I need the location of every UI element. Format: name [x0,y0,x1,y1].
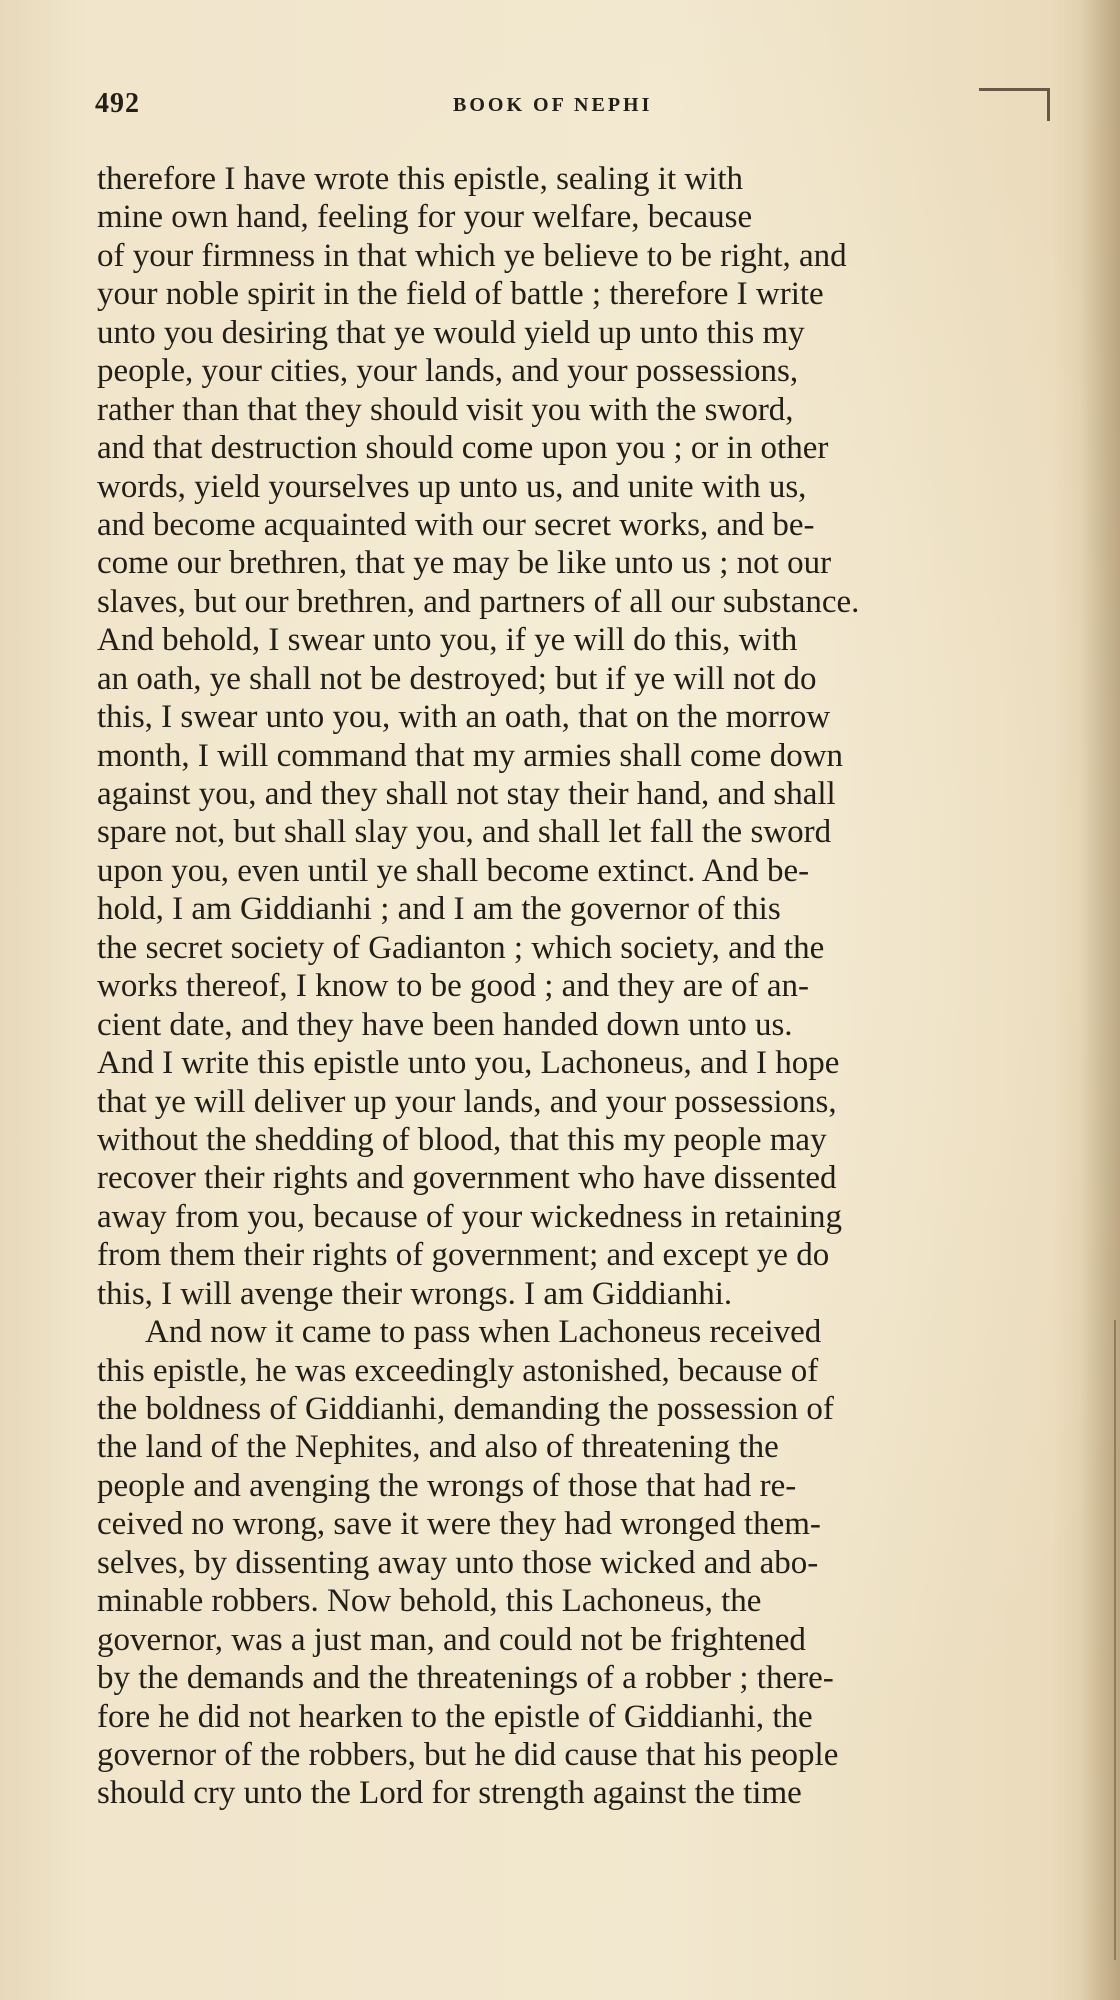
text-line: And behold, I swear unto you, if ye will do this, with [97,622,798,659]
text-line: governor of the robbers, but he did cause that his people [97,1736,839,1773]
text-line: without the shedding of blood, that this my people may [97,1121,827,1158]
text-line: works thereof, I know to be good ; and they are of an- [97,968,810,1005]
text-line: this epistle, he was exceedingly astonished, because of [97,1352,819,1389]
page-edge-line [1114,1320,1116,1960]
text-line: come our brethren, that ye may be like unto us ; not our [97,545,832,582]
text-line: cient date, and they have been handed down unto us. [97,1006,793,1043]
text-line: that ye will deliver up your lands, and your possessions, [97,1083,837,1120]
text-line: selves, by dissenting away unto those wicked and abo- [97,1544,819,1581]
text-line: spare not, but shall slay you, and shall let fall the sword [97,814,832,851]
text-line: by the demands and the threatenings of a robber ; there- [97,1660,834,1697]
text-line: and become acquainted with our secret works, and be- [97,506,815,543]
text-line: an oath, ye shall not be destroyed; but if ye will not do [97,660,817,697]
text-line: of your firmness in that which ye believe to be right, and [97,237,847,274]
text-line: people and avenging the wrongs of those that had re- [97,1467,797,1504]
text-line: against you, and they shall not stay their hand, and shall [97,776,836,812]
text-line: fore he did not hearken to the epistle of Giddianhi, the [97,1698,813,1735]
text-line: from them their rights of government; and except ye do [97,1237,830,1274]
body-text [97,160,1047,1813]
page-header [95,88,1050,128]
text-line: this, I swear unto you, with an oath, that on the morrow [97,699,831,736]
text-line: the boldness of Giddianhi, demanding the possession of [97,1391,834,1427]
text-line: mine own hand, feeling for your welfare, because [97,199,753,236]
text-line: should cry unto the Lord for strength against the time [97,1775,802,1812]
text-line: upon you, even until ye shall become extinct. And be- [97,852,810,889]
text-line: the land of the Nephites, and also of threatening the [97,1429,779,1466]
text-line: this, I will avenge their wrongs. I am Giddianhi. [97,1275,733,1312]
text-line: ceived no wrong, save it were they had wronged them- [97,1506,821,1543]
text-line: your noble spirit in the field of battle ; therefore I write [97,276,824,313]
paragraph-first-line: And now it came to pass when Lachoneus received [145,1314,822,1351]
page-number: 492 [95,88,140,119]
text-line: month, I will command that my armies shall come down [97,737,844,774]
running-title: BOOK OF NEPHI [453,94,653,116]
text-line: And I write this epistle unto you, Lachoneus, and I hope [97,1045,840,1082]
text-line: unto you desiring that ye would yield up unto this my [97,314,805,351]
text-line: the secret society of Gadianton ; which society, and the [97,929,825,966]
text-line: and that destruction should come upon you ; or in other [97,430,829,467]
text-line: rather than that they should visit you with the sword, [97,391,794,428]
text-line: therefore I have wrote this epistle, sealing it with [97,161,744,197]
text-line: minable robbers. Now behold, this Lachoneus, the [97,1583,762,1620]
corner-bracket-mark [979,88,1050,121]
text-line: people, your cities, your lands, and your possessions, [97,353,799,390]
text-line: recover their rights and government who have dissented [97,1160,837,1197]
text-line: hold, I am Giddianhi ; and I am the governor of this [97,891,781,928]
text-line: slaves, but our brethren, and partners of all our substance. [97,583,860,620]
text-line: away from you, because of your wickedness in retaining [97,1198,843,1235]
text-line: words, yield yourselves up unto us, and unite with us, [97,468,807,505]
text-line: governor, was a just man, and could not be frightened [97,1621,806,1658]
